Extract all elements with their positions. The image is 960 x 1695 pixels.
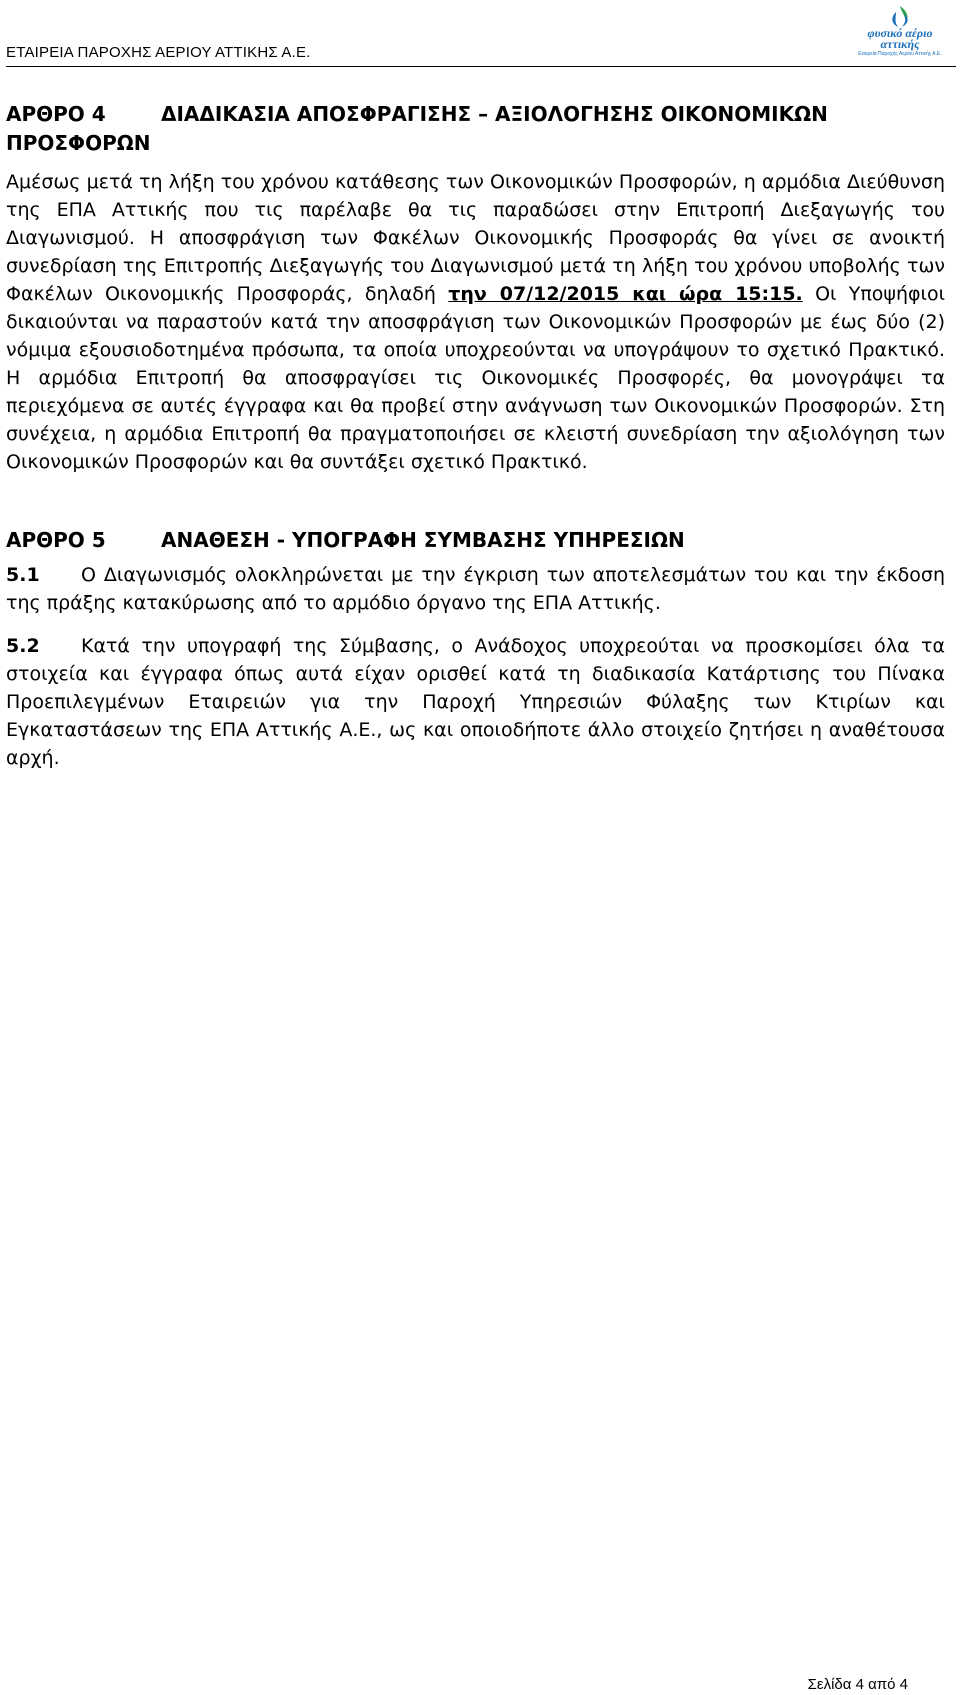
article-5-number: ΑΡΘΡΟ 5 [6,528,106,552]
section-number: 5.1 [6,564,40,586]
article-4-text-after: Οι Υποψήφιοι δικαιούνται να παραστούν κατά την αποσφράγιση των Οικονομικών Προσφορών με έως δύο (2) νόμιμα εξουσιοδοτημένα πρόσωπα, τα οποία υποχρεούνται να υπογράψουν το σχετικό Πρακτικό. Η αρμόδια Επιτροπή θα αποσφραγίσει τις Οικονομικές Προσφορές, θα μονογράψει τα περιεχόμενα σε αυτές έγγραφα και θα προβεί στην ανάγνωση των Οικονομικών Προσφορών. Στη συνέχεια, η αρμόδια Επιτροπή θα πραγματοποιήσει σε κλειστή συνεδρίαση την αξιολόγηση των Οικονομικών Προσφορών και θα συντάξει σχετικό Πρακτικό. [6,283,946,473]
logo-text-line1: φυσικό αέριο [867,26,933,40]
logo-text-line2: αττικής [880,37,920,51]
article-5-heading [6,526,945,555]
document-body [6,100,945,772]
article-4-text-before: Αμέσως μετά τη λήξη του χρόνου κατάθεσης των Οικονομικών Προσφορών, η αρμόδια Διεύθυνση της ΕΠΑ Αττικής που τις παρέλαβε θα τις παραδώσει στην Επιτροπή Διεξαγωγής του Διαγωνισμού. Η αποσφράγιση των Φακέλων Οικονομικής Προσφοράς θα γίνει σε ανοικτή συνεδρίαση της Επιτροπής Διεξαγωγής του Διαγωνισμού μετά τη λήξη του χρόνου υποβολής των Φακέλων Οικονομικής Προσφοράς, δηλαδή [6,171,945,305]
section-5-1 [6,561,945,617]
section-5-2 [6,632,945,772]
article-4-deadline: την 07/12/2015 και ώρα 15:15. [448,283,803,305]
logo-tagline: Εταιρεία Παροχής Αερίου Αττικής Α.Ε. [858,51,942,57]
flame-icon [878,4,922,28]
article-5-title: ΑΝΑΘΕΣΗ - ΥΠΟΓΡΑΦΗ ΣΥΜΒΑΣΗΣ ΥΠΗΡΕΣΙΩΝ [161,528,685,552]
page-number: Σελίδα 4 από 4 [807,1676,908,1693]
article-4-paragraph [6,168,945,476]
section-text: Κατά την υπογραφή της Σύμβασης, ο Ανάδοχος υποχρεούται να προσκομίσει όλα τα στοιχεία και έγγραφα όπως αυτά είχαν ορισθεί κατά τη διαδικασία Κατάρτισης του Πίνακα Προεπιλεγμένων Εταιρειών για την Παροχή Υπηρεσιών Φύλαξης των Κτιρίων και Εγκαταστάσεων της ΕΠΑ Αττικής Α.Ε., ως και οποιοδήποτε άλλο στοιχείο ζητήσει η αναθέτουσα αρχή. [6,635,945,769]
company-logo [850,4,950,62]
article-4-heading [6,100,945,158]
section-text: Ο Διαγωνισμός ολοκληρώνεται με την έγκριση των αποτελεσμάτων του και την έκδοση της πράξης κατακύρωσης από το αρμόδιο όργανο της ΕΠΑ Αττικής. [6,564,945,614]
page-header [6,0,956,67]
company-name: ΕΤΑΙΡΕΙΑ ΠΑΡΟΧΗΣ ΑΕΡΙΟΥ ΑΤΤΙΚΗΣ Α.Ε. [6,44,311,61]
article-4-title: ΔΙΑΔΙΚΑΣΙΑ ΑΠΟΣΦΡΑΓΙΣΗΣ – ΑΞΙΟΛΟΓΗΣΗΣ ΟΙΚΟΝΟΜΙΚΩΝ ΠΡΟΣΦΟΡΩΝ [6,102,828,155]
section-number: 5.2 [6,635,40,657]
article-4-number: ΑΡΘΡΟ 4 [6,102,106,126]
